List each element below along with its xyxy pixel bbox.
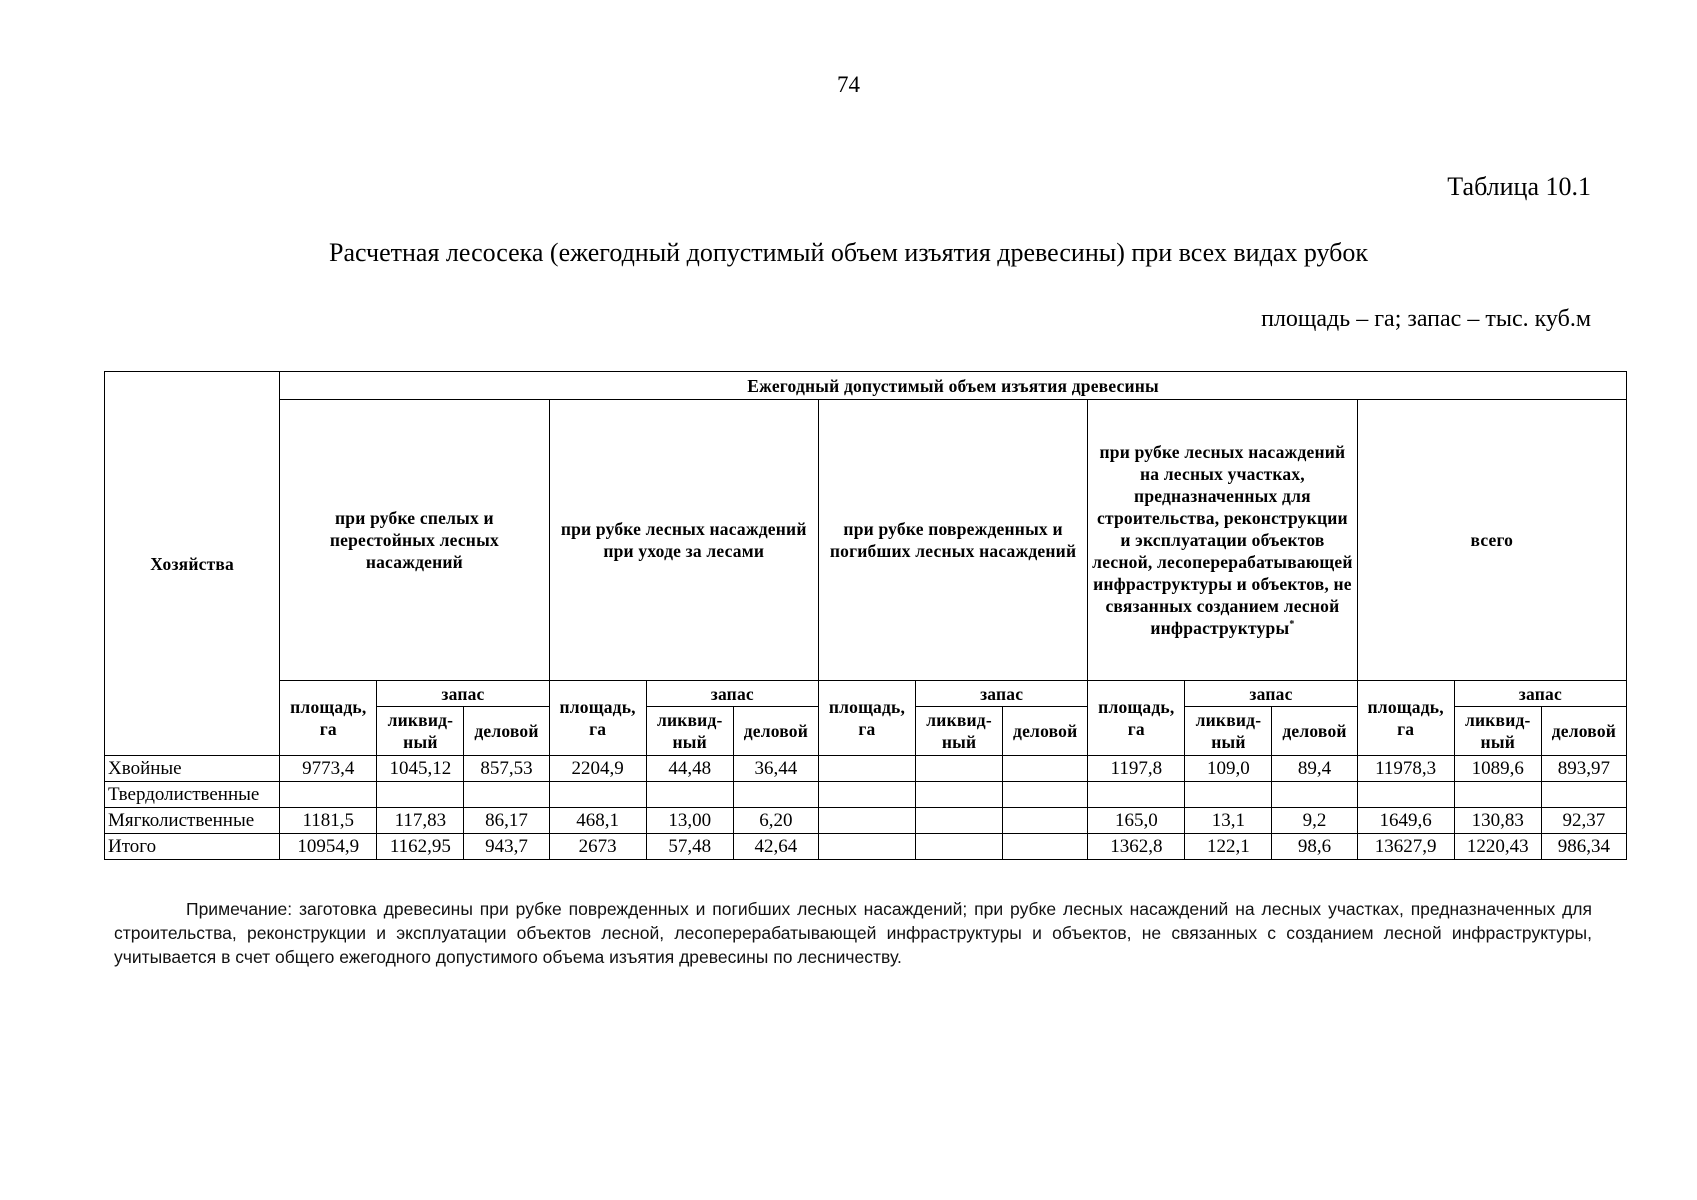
table-cell: 857,53: [464, 756, 549, 782]
units-caption: площадь – га; запас – тыс. куб.м: [1261, 306, 1591, 332]
header-area: площадь, га: [1357, 681, 1454, 756]
table-cell: 1362,8: [1088, 834, 1185, 860]
table-cell: [464, 782, 549, 808]
header-stock: запас: [646, 681, 818, 707]
table-cell: 1649,6: [1357, 808, 1454, 834]
table-cell: 10954,9: [280, 834, 377, 860]
table-row: [105, 808, 1627, 834]
table-cell: 986,34: [1541, 834, 1626, 860]
table-cell: 130,83: [1454, 808, 1541, 834]
header-stock: запас: [377, 681, 549, 707]
header-liquid: ликвид-ный: [377, 707, 464, 756]
table-cell: [916, 834, 1003, 860]
header-liquid: ликвид-ный: [646, 707, 733, 756]
table-cell: 893,97: [1541, 756, 1626, 782]
header-group-care: при рубке лесных насаждений при уходе за лесами: [549, 400, 818, 681]
header-area: площадь, га: [1088, 681, 1185, 756]
table-cell: [1003, 756, 1088, 782]
table-cell: [733, 782, 818, 808]
row-name: Мягколиственные: [105, 808, 280, 834]
header-liquid: ликвид-ный: [1185, 707, 1272, 756]
header-business: деловой: [1541, 707, 1626, 756]
table-cell: [280, 782, 377, 808]
table-cell: 36,44: [733, 756, 818, 782]
document-title: Расчетная лесосека (ежегодный допустимый объем изъятия древесины) при всех видах рубок: [329, 238, 1368, 267]
row-name: Итого: [105, 834, 280, 860]
table-cell: 6,20: [733, 808, 818, 834]
table-cell: [1185, 782, 1272, 808]
table-cell: 1220,43: [1454, 834, 1541, 860]
header-group-damaged: при рубке поврежденных и погибших лесных насаждений: [818, 400, 1087, 681]
table-cell: [916, 808, 1003, 834]
table-cell: [377, 782, 464, 808]
table-cell: 42,64: [733, 834, 818, 860]
header-stock: запас: [1185, 681, 1357, 707]
table-cell: 165,0: [1088, 808, 1185, 834]
table-cell: [1541, 782, 1626, 808]
table-cell: 13,1: [1185, 808, 1272, 834]
table-cell: [818, 808, 915, 834]
table-row: [105, 756, 1627, 782]
table-cell: [916, 756, 1003, 782]
header-area: площадь, га: [280, 681, 377, 756]
header-liquid: ликвид-ный: [916, 707, 1003, 756]
table-cell: 98,6: [1272, 834, 1357, 860]
table-cell: 1045,12: [377, 756, 464, 782]
header-holdings: Хозяйства: [105, 372, 280, 756]
table-cell: 92,37: [1541, 808, 1626, 834]
table-label: Таблица 10.1: [1447, 172, 1591, 201]
header-stock: запас: [916, 681, 1088, 707]
table-cell: 2204,9: [549, 756, 646, 782]
table-cell: [1454, 782, 1541, 808]
table-cell: [818, 834, 915, 860]
table-cell: 117,83: [377, 808, 464, 834]
header-business: деловой: [1003, 707, 1088, 756]
table-cell: 1089,6: [1454, 756, 1541, 782]
logging-volume-table: [104, 371, 1627, 860]
table-cell: 1162,95: [377, 834, 464, 860]
table-cell: 44,48: [646, 756, 733, 782]
footnote: Примечание: заготовка древесины при рубке поврежденных и погибших лесных насаждений; при рубке лесных насаждений на лесных участках, предназначенных для строительства, реконструкции и эксплуатации объектов лесной, лесоперерабатывающей инфраструктуры и объектов, не связанных с созданием лесной инфраструктуры, учитывается в счет общего ежегодного допустимого объема изъятия древесины по лесничеству.: [114, 899, 1592, 967]
table-cell: 943,7: [464, 834, 549, 860]
header-liquid: ликвид-ный: [1454, 707, 1541, 756]
table-cell: 86,17: [464, 808, 549, 834]
table-cell: [1003, 782, 1088, 808]
page-number: 74: [837, 72, 860, 97]
table-cell: [1357, 782, 1454, 808]
header-business: деловой: [464, 707, 549, 756]
table-cell: [1003, 834, 1088, 860]
table-cell: 1181,5: [280, 808, 377, 834]
header-group-construction: при рубке лесных насаждений на лесных участках, предназначенных для строительства, реконструкции и эксплуатации объектов лесной, лесоперерабатывающей инфраструктуры и объектов, не связанных созданием лесной инфраструктуры*: [1088, 400, 1357, 681]
table-cell: [646, 782, 733, 808]
table-cell: [1272, 782, 1357, 808]
table-cell: 122,1: [1185, 834, 1272, 860]
table-cell: 11978,3: [1357, 756, 1454, 782]
table-cell: [916, 782, 1003, 808]
header-business: деловой: [733, 707, 818, 756]
table-cell: [1003, 808, 1088, 834]
row-name: Твердолиственные: [105, 782, 280, 808]
header-annual-volume: Ежегодный допустимый объем изъятия древесины: [280, 372, 1627, 400]
table-cell: [818, 782, 915, 808]
table-row: [105, 834, 1627, 860]
table-cell: [1088, 782, 1185, 808]
table-cell: 109,0: [1185, 756, 1272, 782]
table-cell: 13627,9: [1357, 834, 1454, 860]
table-cell: 468,1: [549, 808, 646, 834]
header-area: площадь, га: [818, 681, 915, 756]
header-group-total: всего: [1357, 400, 1626, 681]
table-cell: 57,48: [646, 834, 733, 860]
table-cell: 13,00: [646, 808, 733, 834]
table-cell: [818, 756, 915, 782]
header-area: площадь, га: [549, 681, 646, 756]
header-business: деловой: [1272, 707, 1357, 756]
row-name: Хвойные: [105, 756, 280, 782]
table-cell: 89,4: [1272, 756, 1357, 782]
header-group-mature: при рубке спелых и перестойных лесных насаждений: [280, 400, 549, 681]
table-cell: 1197,8: [1088, 756, 1185, 782]
table-cell: [549, 782, 646, 808]
table-cell: 2673: [549, 834, 646, 860]
table-cell: 9,2: [1272, 808, 1357, 834]
table-row: [105, 782, 1627, 808]
header-stock: запас: [1454, 681, 1626, 707]
table-cell: 9773,4: [280, 756, 377, 782]
table-body: [105, 756, 1627, 860]
